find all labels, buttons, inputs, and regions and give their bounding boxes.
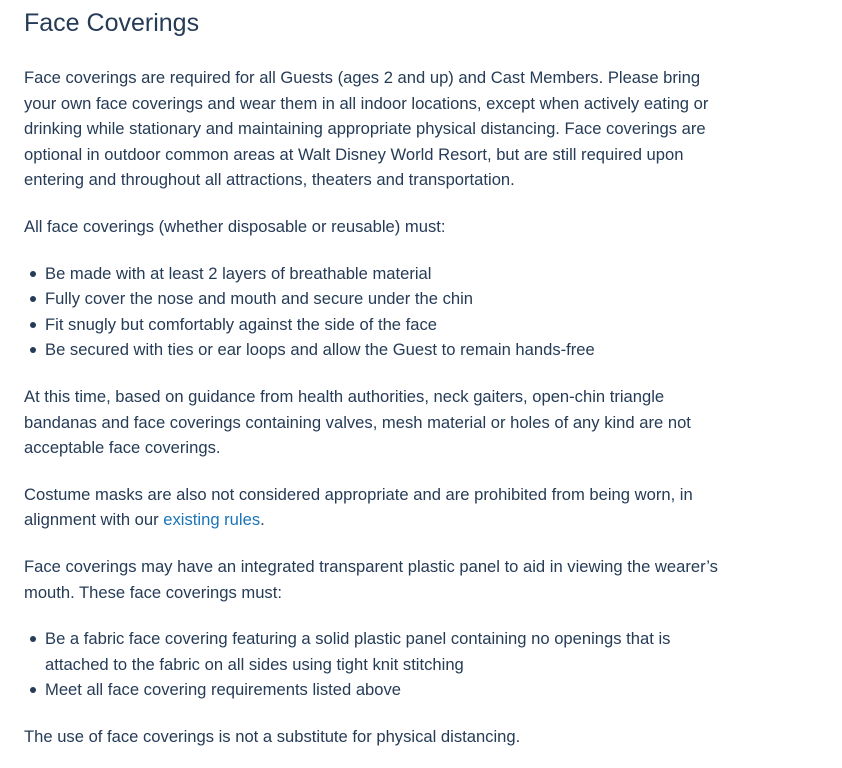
plastic-panel-heading: Face coverings may have an integrated transparent plastic panel to aid in viewing the wearer’s mouth. These face coverings must: [24,556,718,602]
requirements-list [24,261,724,363]
list-item: Be a fabric face covering featuring a solid plastic panel containing no openings that is attached to the fabric on all sides using tight knit stitching [24,626,724,677]
list-item: Be made with at least 2 layers of breathable material [24,261,724,287]
existing-rules-link[interactable]: existing rules [163,510,261,530]
not-acceptable-paragraph: At this time, based on guidance from health authorities, neck gaiters, open-chin triangle bandanas and face coverings containing valves, mesh material or holes of any kind are not acceptable face coverings. [24,386,691,458]
face-coverings-section [24,0,724,749]
list-item: Fit snugly but comfortably against the side of the face [24,312,724,338]
page-title: Face Coverings [24,9,200,37]
list-item: Fully cover the nose and mouth and secure under the chin [24,286,724,312]
costume-paragraph [24,482,724,533]
requirements-heading: All face coverings (whether disposable or reusable) must: [24,216,446,236]
closing-paragraph: The use of face coverings is not a substitute for physical distancing. [24,726,521,746]
list-item: Meet all face covering requirements listed above [24,677,724,703]
costume-text: Costume masks are also not considered appropriate and are prohibited from being worn, in alignment with our [24,484,693,530]
list-item: Be secured with ties or ear loops and allow the Guest to remain hands-free [24,337,724,363]
costume-text-end: . [260,510,265,530]
plastic-panel-requirements-list [24,626,724,703]
intro-paragraph: Face coverings are required for all Guests (ages 2 and up) and Cast Members. Please bring your own face coverings and wear them in all indoor locations, except when actively eating or drinking while stationary and maintaining appropriate physical distancing. Face coverings are optional in outdoor common areas at Walt Disney World Resort, but are still required upon entering and throughout all attractions, theaters and transportation. [24,68,709,190]
